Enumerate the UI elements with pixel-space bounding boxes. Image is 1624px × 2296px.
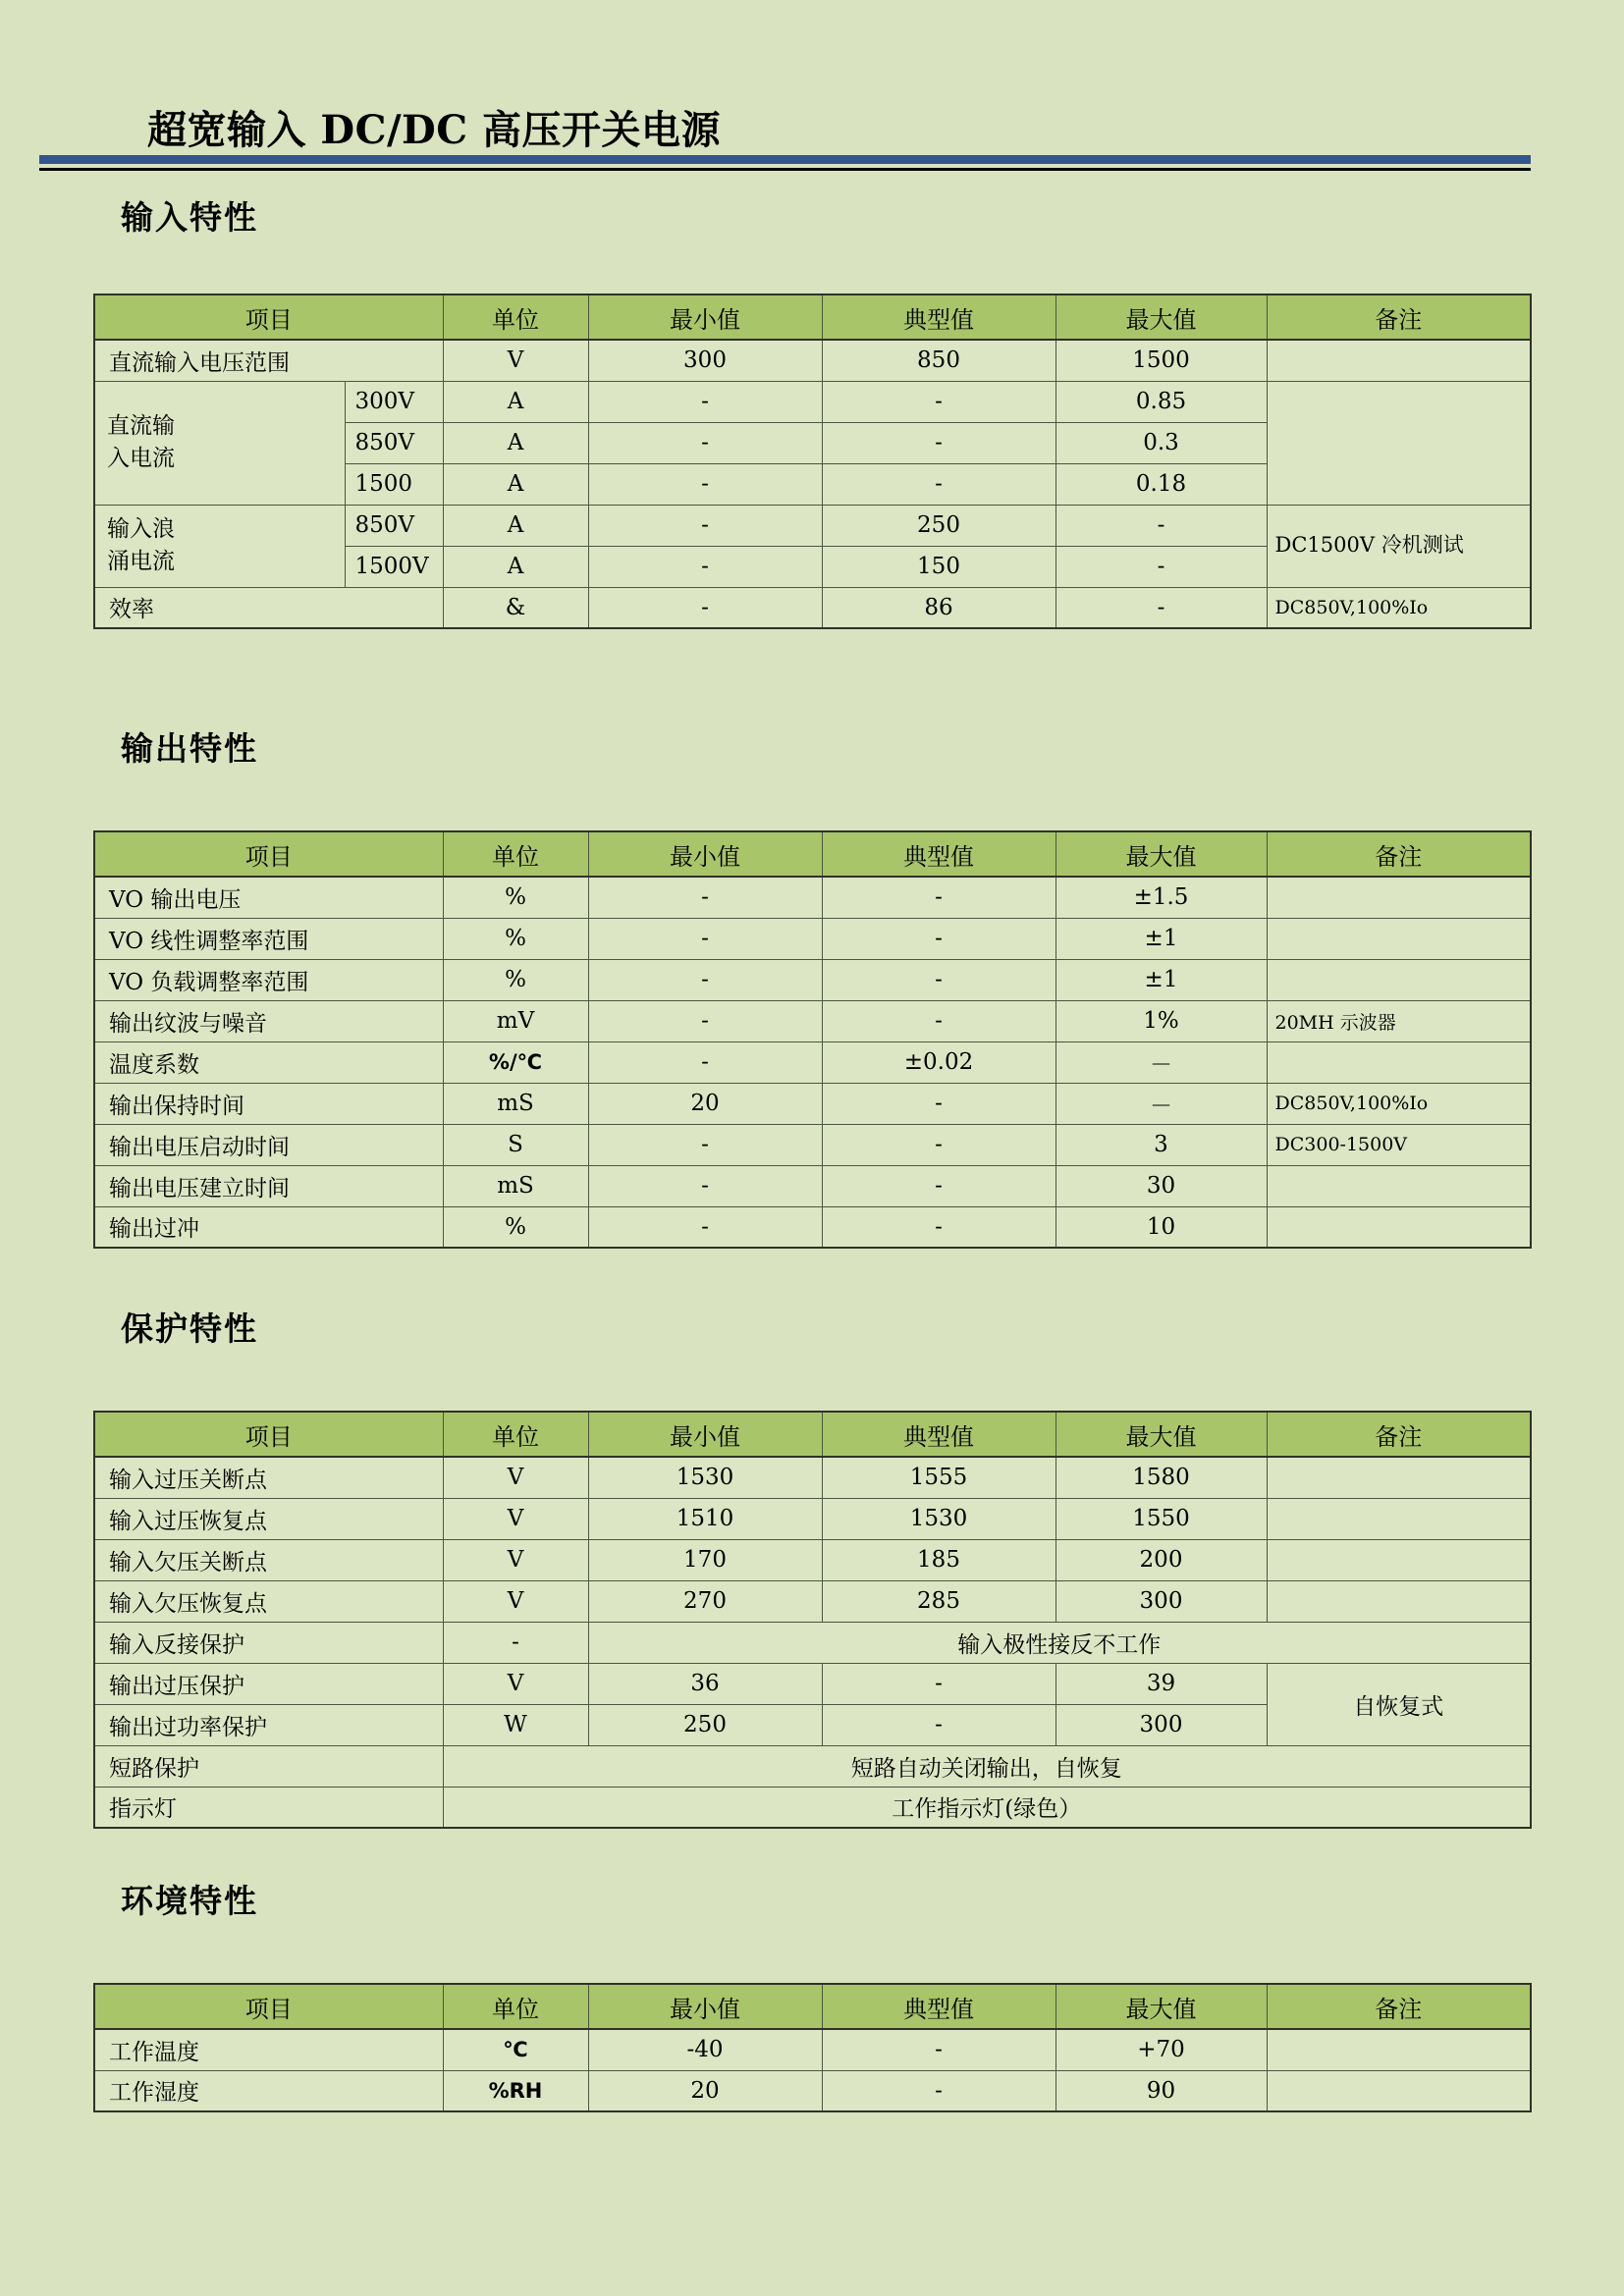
cell-subitem: 300V (345, 381, 443, 422)
cell-min: - (588, 505, 822, 546)
cell-typ: 1530 (822, 1498, 1056, 1539)
section-heading-input: 输入特性 (121, 198, 258, 237)
cell-typ: - (822, 1663, 1056, 1704)
cell-typ: 1555 (822, 1457, 1056, 1498)
table-row (94, 1000, 1531, 1041)
table-row (94, 1457, 1531, 1498)
cell-note: 20MH 示波器 (1267, 1000, 1531, 1041)
cell-merged-value: 短路自动关闭输出，自恢复 (443, 1745, 1531, 1787)
cell-note (1267, 959, 1531, 1000)
title-block (147, 0, 1531, 151)
cell-item: 直流输入电压范围 (94, 340, 443, 381)
cell-max: - (1056, 505, 1267, 546)
cell-note (1267, 1165, 1531, 1206)
cell-note (1267, 1041, 1531, 1083)
cell-typ: - (822, 381, 1056, 422)
cell-note (1267, 340, 1531, 381)
cell-item: 效率 (94, 587, 443, 628)
cell-min: 270 (588, 1580, 822, 1622)
cell-unit: %RH (443, 2070, 588, 2111)
cell-min: 250 (588, 1704, 822, 1745)
col-header-note: 备注 (1267, 831, 1531, 877)
cell-max: 200 (1056, 1539, 1267, 1580)
cell-typ: - (822, 2029, 1056, 2070)
cell-unit: % (443, 1206, 588, 1248)
cell-min: - (588, 587, 822, 628)
cell-typ: 150 (822, 546, 1056, 587)
title-rule-black (39, 168, 1531, 171)
table-row (94, 2029, 1531, 2070)
cell-min: 20 (588, 1083, 822, 1124)
col-header-item: 项目 (94, 831, 443, 877)
cell-note (1267, 2070, 1531, 2111)
cell-min: 1530 (588, 1457, 822, 1498)
table-row (94, 1165, 1531, 1206)
section-heading-output: 输出特性 (121, 729, 258, 768)
col-header-note: 备注 (1267, 1984, 1531, 2029)
cell-max: ±1 (1056, 918, 1267, 959)
cell-min: - (588, 1041, 822, 1083)
table-row (94, 505, 1531, 546)
col-header-unit: 单位 (443, 294, 588, 340)
cell-item: VO 输出电压 (94, 877, 443, 918)
cell-min: - (588, 1000, 822, 1041)
col-header-unit: 单位 (443, 831, 588, 877)
cell-min: 20 (588, 2070, 822, 2111)
cell-note (1267, 918, 1531, 959)
table-row (94, 1206, 1531, 1248)
cell-item: 输入反接保护 (94, 1622, 443, 1663)
cell-note: DC300-1500V (1267, 1124, 1531, 1165)
cell-unit: % (443, 877, 588, 918)
cell-note-self-recovery: 自恢复式 (1267, 1663, 1531, 1745)
cell-typ: 850 (822, 340, 1056, 381)
cell-merged-value: 输入极性接反不工作 (588, 1622, 1531, 1663)
cell-unit: A (443, 463, 588, 505)
cell-note: DC1500V 冷机测试 (1267, 505, 1531, 587)
cell-max: 300 (1056, 1704, 1267, 1745)
table-row (94, 1041, 1531, 1083)
cell-item: 输出过功率保护 (94, 1704, 443, 1745)
protection-characteristics-table (93, 1411, 1532, 1829)
cell-item: 输出过压保护 (94, 1663, 443, 1704)
cell-max: - (1056, 587, 1267, 628)
cell-item: VO 线性调整率范围 (94, 918, 443, 959)
section-heading-environment: 环境特性 (121, 1882, 258, 1920)
cell-note (1267, 1457, 1531, 1498)
cell-min: - (588, 381, 822, 422)
col-header-min: 最小值 (588, 1412, 822, 1457)
cell-group-inrush-current: 输入浪 涌电流 (94, 505, 345, 587)
col-header-item: 项目 (94, 1412, 443, 1457)
cell-note (1267, 1498, 1531, 1539)
cell-unit: S (443, 1124, 588, 1165)
cell-typ: 250 (822, 505, 1056, 546)
table-row (94, 340, 1531, 381)
cell-max: 0.85 (1056, 381, 1267, 422)
cell-typ: - (822, 959, 1056, 1000)
table-row (94, 877, 1531, 918)
col-header-unit: 单位 (443, 1984, 588, 2029)
cell-min: - (588, 1206, 822, 1248)
cell-unit: A (443, 546, 588, 587)
cell-typ: - (822, 2070, 1056, 2111)
col-header-typ: 典型值 (822, 294, 1056, 340)
cell-max: 90 (1056, 2070, 1267, 2111)
cell-typ: - (822, 1124, 1056, 1165)
cell-min: 170 (588, 1539, 822, 1580)
cell-min: 36 (588, 1663, 822, 1704)
cell-typ: - (822, 422, 1056, 463)
input-characteristics-table (93, 294, 1532, 629)
cell-unit: A (443, 381, 588, 422)
cell-item: 输入过压关断点 (94, 1457, 443, 1498)
cell-note (1267, 1539, 1531, 1580)
cell-merged-value: 工作指示灯(绿色） (443, 1787, 1531, 1828)
col-header-typ: 典型值 (822, 1984, 1056, 2029)
table-row (94, 1124, 1531, 1165)
cell-unit: & (443, 587, 588, 628)
cell-max: ±1 (1056, 959, 1267, 1000)
col-header-min: 最小值 (588, 1984, 822, 2029)
cell-unit: mS (443, 1165, 588, 1206)
col-header-note: 备注 (1267, 1412, 1531, 1457)
cell-item: 输出电压启动时间 (94, 1124, 443, 1165)
table-row (94, 1083, 1531, 1124)
cell-max: 300 (1056, 1580, 1267, 1622)
title-rule-blue (39, 155, 1531, 164)
cell-unit: ℃ (443, 2029, 588, 2070)
cell-note (1267, 1580, 1531, 1622)
table-row (94, 918, 1531, 959)
table-header-row (94, 1412, 1531, 1457)
table-row (94, 2070, 1531, 2111)
cell-min: - (588, 546, 822, 587)
title-rule (39, 155, 1531, 171)
cell-unit: A (443, 422, 588, 463)
table-row (94, 1663, 1531, 1704)
cell-unit: V (443, 1580, 588, 1622)
cell-item: 短路保护 (94, 1745, 443, 1787)
col-header-typ: 典型值 (822, 1412, 1056, 1457)
col-header-max: 最大值 (1056, 1412, 1267, 1457)
cell-unit: mV (443, 1000, 588, 1041)
cell-item: 工作温度 (94, 2029, 443, 2070)
cell-item: 输入欠压恢复点 (94, 1580, 443, 1622)
col-header-max: 最大值 (1056, 831, 1267, 877)
col-header-typ: 典型值 (822, 831, 1056, 877)
cell-item: 输入欠压关断点 (94, 1539, 443, 1580)
cell-item: 输出电压建立时间 (94, 1165, 443, 1206)
table-row (94, 1787, 1531, 1828)
cell-typ: 285 (822, 1580, 1056, 1622)
cell-max: 1580 (1056, 1457, 1267, 1498)
cell-typ: - (822, 877, 1056, 918)
cell-note: DC850V,100%Io (1267, 587, 1531, 628)
environment-characteristics-table (93, 1983, 1532, 2112)
col-header-min: 最小值 (588, 294, 822, 340)
table-header-row (94, 1984, 1531, 2029)
cell-subitem: 1500 (345, 463, 443, 505)
table-row (94, 1580, 1531, 1622)
cell-min: - (588, 1165, 822, 1206)
cell-item: VO 负载调整率范围 (94, 959, 443, 1000)
cell-min: 1510 (588, 1498, 822, 1539)
cell-group-dc-input-current: 直流输 入电流 (94, 381, 345, 505)
cell-typ: - (822, 1206, 1056, 1248)
cell-subitem: 1500V (345, 546, 443, 587)
cell-note (1267, 877, 1531, 918)
cell-note: DC850V,100%Io (1267, 1083, 1531, 1124)
cell-max: ±1.5 (1056, 877, 1267, 918)
table-row (94, 959, 1531, 1000)
cell-item: 工作湿度 (94, 2070, 443, 2111)
col-header-note: 备注 (1267, 294, 1531, 340)
col-header-max: 最大值 (1056, 294, 1267, 340)
cell-note (1267, 381, 1531, 505)
cell-max: 0.18 (1056, 463, 1267, 505)
table-row (94, 1622, 1531, 1663)
table-row (94, 1745, 1531, 1787)
col-header-max: 最大值 (1056, 1984, 1267, 2029)
cell-unit: % (443, 918, 588, 959)
cell-max: +70 (1056, 2029, 1267, 2070)
cell-unit: W (443, 1704, 588, 1745)
cell-typ: - (822, 918, 1056, 959)
table-header-row (94, 294, 1531, 340)
col-header-min: 最小值 (588, 831, 822, 877)
cell-typ: - (822, 1083, 1056, 1124)
cell-max: 39 (1056, 1663, 1267, 1704)
cell-item: 指示灯 (94, 1787, 443, 1828)
cell-min: - (588, 422, 822, 463)
cell-max: 1550 (1056, 1498, 1267, 1539)
col-header-item: 项目 (94, 1984, 443, 2029)
table-row (94, 381, 1531, 422)
cell-max: 0.3 (1056, 422, 1267, 463)
cell-max: － (1056, 1083, 1267, 1124)
cell-max: 30 (1056, 1165, 1267, 1206)
output-characteristics-table (93, 830, 1532, 1249)
table-row (94, 1539, 1531, 1580)
page-title: 超宽输入 DC/DC 高压开关电源 (147, 107, 722, 153)
section-heading-protection: 保护特性 (121, 1309, 258, 1348)
cell-unit: V (443, 1498, 588, 1539)
cell-min: - (588, 877, 822, 918)
cell-subitem: 850V (345, 505, 443, 546)
cell-note (1267, 2029, 1531, 2070)
cell-max: 10 (1056, 1206, 1267, 1248)
cell-min: -40 (588, 2029, 822, 2070)
cell-typ: - (822, 463, 1056, 505)
cell-typ: 86 (822, 587, 1056, 628)
cell-min: - (588, 463, 822, 505)
cell-min: - (588, 918, 822, 959)
table-row (94, 587, 1531, 628)
cell-unit: V (443, 1457, 588, 1498)
cell-item: 温度系数 (94, 1041, 443, 1083)
cell-typ: - (822, 1704, 1056, 1745)
cell-min: - (588, 1124, 822, 1165)
cell-max: 3 (1056, 1124, 1267, 1165)
cell-unit: A (443, 505, 588, 546)
cell-typ: 185 (822, 1539, 1056, 1580)
cell-item: 输出过冲 (94, 1206, 443, 1248)
cell-max: - (1056, 546, 1267, 587)
cell-unit: V (443, 340, 588, 381)
cell-item: 输出纹波与噪音 (94, 1000, 443, 1041)
cell-typ: - (822, 1000, 1056, 1041)
cell-subitem: 850V (345, 422, 443, 463)
cell-unit: mS (443, 1083, 588, 1124)
table-header-row (94, 831, 1531, 877)
table-row (94, 1498, 1531, 1539)
cell-unit: - (443, 1622, 588, 1663)
cell-min: - (588, 959, 822, 1000)
cell-note (1267, 1206, 1531, 1248)
cell-unit: V (443, 1539, 588, 1580)
cell-typ: ±0.02 (822, 1041, 1056, 1083)
cell-unit: V (443, 1663, 588, 1704)
cell-unit: %/℃ (443, 1041, 588, 1083)
col-header-item: 项目 (94, 294, 443, 340)
cell-max: － (1056, 1041, 1267, 1083)
cell-max: 1500 (1056, 340, 1267, 381)
cell-unit: % (443, 959, 588, 1000)
cell-max: 1% (1056, 1000, 1267, 1041)
col-header-unit: 单位 (443, 1412, 588, 1457)
cell-min: 300 (588, 340, 822, 381)
cell-item: 输入过压恢复点 (94, 1498, 443, 1539)
cell-typ: - (822, 1165, 1056, 1206)
cell-item: 输出保持时间 (94, 1083, 443, 1124)
